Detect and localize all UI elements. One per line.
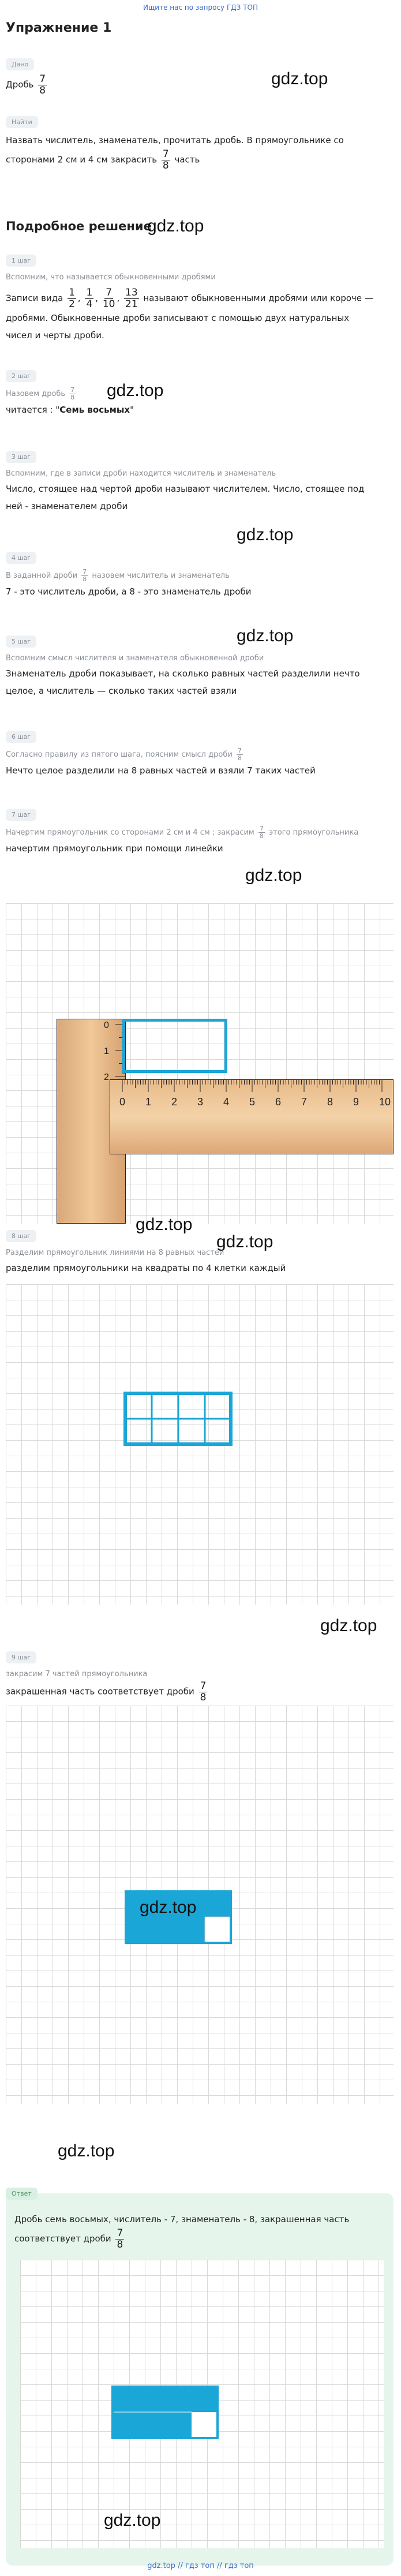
step-tag: 2 шаг <box>6 370 36 382</box>
step-tag: 1 шаг <box>6 255 36 267</box>
step-3 <box>6 450 364 515</box>
grid-figure-divided <box>6 1284 393 1605</box>
ruler-number: 1 <box>145 1096 152 1108</box>
ruler-number: 8 <box>327 1096 333 1108</box>
ruler-number: 10 <box>379 1096 391 1108</box>
step-text: целое, а числитель — сколько таких частей взяли <box>6 686 237 696</box>
step-text: ней - знаменателем дроби <box>6 501 128 511</box>
watermark: gdz.top <box>216 1232 273 1251</box>
given-block <box>6 58 48 96</box>
ruler-number: 0 <box>104 1020 109 1030</box>
ruler-number: 0 <box>119 1096 126 1108</box>
step-hint: закрасим 7 частей прямоугольника <box>6 1670 148 1678</box>
step-hint: Согласно правилу из пятого шага, поясним смысл дроби $\frac{7}{8}$ <box>6 747 242 762</box>
step-text: Нечто целое разделили на 8 равных частей и взяли 7 таких частей <box>6 765 316 776</box>
step-6 <box>6 730 316 779</box>
step-hint: Назовем дробь $\frac{7}{8}$ <box>6 386 75 402</box>
step-hint: Разделим прямоугольник линиями на 8 равных частей <box>6 1248 224 1257</box>
watermark: gdz.top <box>104 2511 161 2530</box>
step-hint: В заданной дроби $\frac{7}{8}$ назовем числитель и знаменатель <box>6 568 230 584</box>
watermark: gdz.top <box>271 69 328 88</box>
ruler-number: 9 <box>353 1096 359 1108</box>
ruler-number: 7 <box>301 1096 308 1108</box>
step-text: Знаменатель дроби показывает, на сколько равных частей разделили нечто <box>6 668 360 679</box>
grid-figure-answer <box>20 2260 384 2548</box>
given-tag: Дано <box>6 58 34 70</box>
ruler-number: 3 <box>197 1096 204 1108</box>
step-7 <box>6 808 358 857</box>
watermark: gdz.top <box>245 866 302 885</box>
ruler-number: 4 <box>223 1096 230 1108</box>
step-text: разделим прямоугольники на квадраты по 4 клетки каждый <box>6 1263 286 1273</box>
step-1 <box>6 254 373 344</box>
step-text: 7 - это числитель дроби, а 8 - это знаменатель дроби <box>6 586 252 597</box>
find-tag: Найти <box>6 116 38 128</box>
step-tag: 5 шаг <box>6 635 36 648</box>
step-9 <box>6 1651 209 1703</box>
answer-block <box>6 2190 393 2566</box>
shaded-rectangle <box>6 1706 393 2104</box>
watermark: gdz.top <box>140 1898 197 1917</box>
step-text: Записи вида $\frac{1}{2}$ , $\frac{1}{4}$ , $\frac{7}{10}$ , $\frac{13}{21}$ называют обыкновенными дробями или короче — <box>6 287 373 310</box>
given-label: Дробь <box>6 79 34 90</box>
watermark: gdz.top <box>136 1215 193 1234</box>
footer-links[interactable]: gdz.top // гдз топ // гдз топ <box>147 2562 254 2570</box>
answer-text: соответствует дроби $\frac{7}{8}$ <box>14 2227 123 2250</box>
grid-figure-ruler <box>6 903 393 1224</box>
step-tag: 9 шаг <box>6 1651 36 1663</box>
answer-text: Дробь семь восьмых, числитель - 7, знаменатель - 8, закрашенная часть <box>14 2214 350 2224</box>
divided-rectangle <box>6 1284 393 1605</box>
find-block <box>6 115 344 171</box>
step-text: читается : "Семь восьмых" <box>6 405 134 416</box>
ruler-number: 5 <box>249 1096 256 1108</box>
ruler-number: 6 <box>275 1096 282 1108</box>
step-text: начертим прямоугольник при помощи линейки <box>6 843 223 854</box>
step-tag: 3 шаг <box>6 451 36 463</box>
top-search-link[interactable]: Ищите нас по запросу ГДЗ ТОП <box>143 3 258 12</box>
step-hint: Вспомним, что называется обыкновенными дробями <box>6 273 216 282</box>
step-text: Число, стоящее над чертой дроби называют числителем. Число, стоящее под <box>6 484 365 494</box>
watermark: gdz.top <box>58 2141 115 2160</box>
step-8 <box>6 1229 286 1277</box>
page-title: Упражнение 1 <box>6 21 112 35</box>
ruler-number: 2 <box>104 1072 109 1082</box>
step-text: дробями. Обыкновенные дроби записывают с помощью двух натуральных <box>6 313 350 324</box>
step-4 <box>6 551 252 600</box>
ruler-number: 2 <box>171 1096 178 1108</box>
watermark: gdz.top <box>320 1616 377 1635</box>
step-tag: 4 шаг <box>6 552 36 564</box>
watermark: gdz.top <box>107 381 164 400</box>
step-tag: 8 шаг <box>6 1230 36 1242</box>
solution-title: Подробное решение <box>6 219 152 233</box>
step-5 <box>6 635 360 700</box>
watermark: gdz.top <box>237 626 294 645</box>
watermark: gdz.top <box>147 216 204 235</box>
step-tag: 6 шаг <box>6 731 36 743</box>
step-hint: Начертим прямоугольник со сторонами 2 см и 4 см ; закрасим $\frac{7}{8}$ этого прямоугольника <box>6 825 359 840</box>
find-text-1: Назвать числитель, знаменатель, прочитать дробь. В прямоугольнике со <box>6 135 344 145</box>
step-hint: Вспомним, где в записи дроби находится числитель и знаменатель <box>6 469 276 478</box>
step-tag: 7 шаг <box>6 809 36 821</box>
step-text: закрашенная часть соответствует дроби $\frac{7}{8}$ <box>6 1680 207 1703</box>
find-text-2: сторонами 2 см и 4 см закрасить $\frac{7}{8}$ часть <box>6 148 200 171</box>
answer-shaded-rectangle <box>20 2260 384 2548</box>
ruler-number: 1 <box>104 1046 109 1056</box>
rectangle-outline <box>122 1019 227 1073</box>
answer-tag: Ответ <box>6 2188 38 2200</box>
grid-figure-shaded <box>6 1706 393 2104</box>
given-fraction: $\frac{7}{8}$ <box>39 73 46 96</box>
watermark: gdz.top <box>237 525 294 544</box>
step-hint: Вспомним смысл числителя и знаменателя обыкновенной дроби <box>6 654 264 663</box>
step-text: чисел и черты дроби. <box>6 330 104 341</box>
